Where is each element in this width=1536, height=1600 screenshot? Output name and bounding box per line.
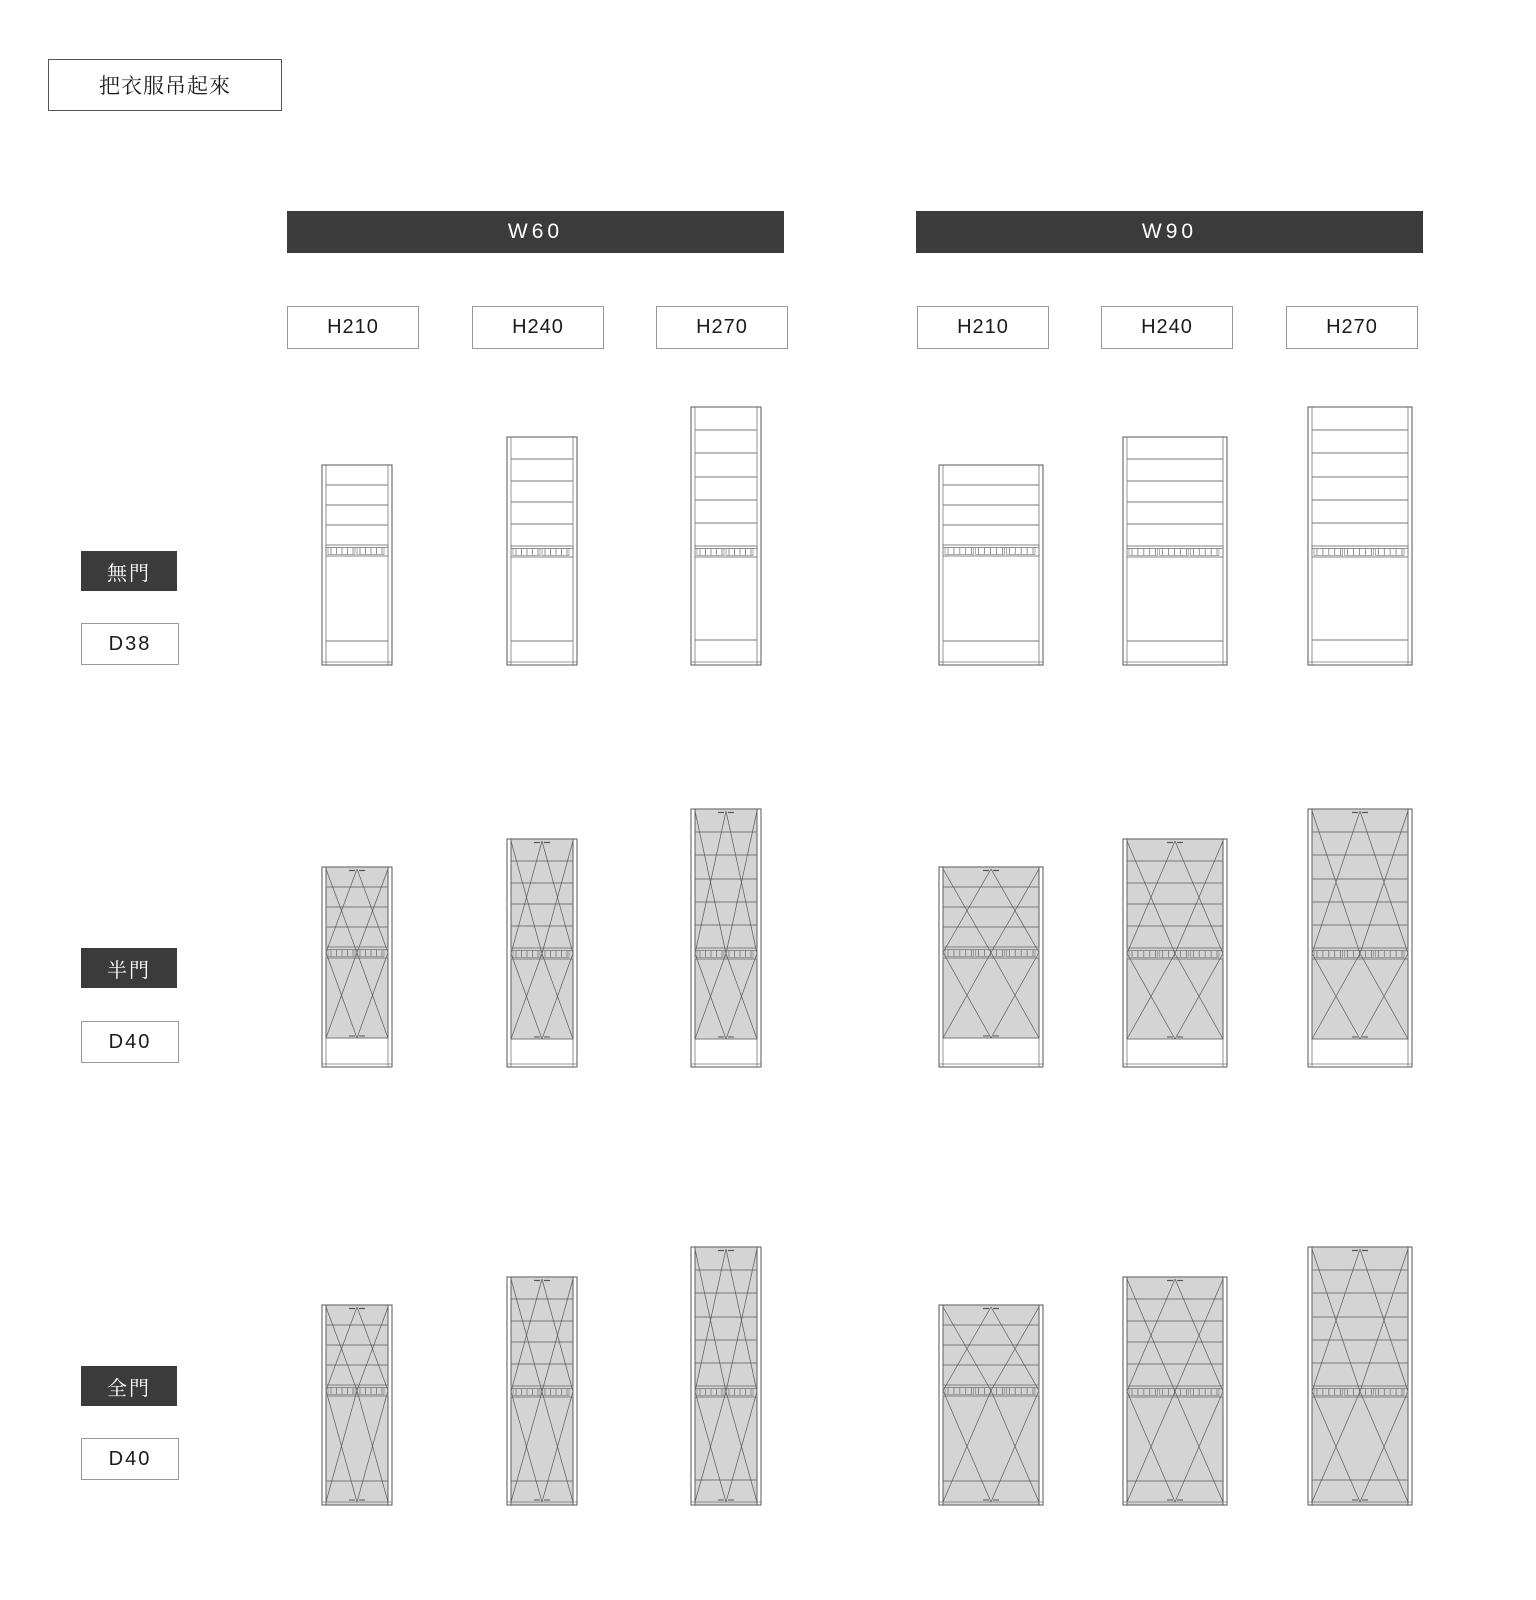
row-depth-full-door: D40: [81, 1438, 179, 1480]
row-depth-no-door: D38: [81, 623, 179, 665]
cabinet-no-door-w90-h240: [1122, 436, 1228, 666]
height-chip: H240: [472, 306, 604, 349]
cabinet-full-door-w60-h210: [321, 1304, 393, 1506]
row-depth-half-door: D40: [81, 1021, 179, 1063]
height-chip: H270: [656, 306, 788, 349]
row-label-half-door: 半門: [81, 948, 177, 988]
cabinet-full-door-w90-h270: [1307, 1246, 1413, 1506]
group-header-w60: W60: [287, 211, 784, 253]
height-chip: H270: [1286, 306, 1418, 349]
cabinet-no-door-w90-h210: [938, 464, 1044, 666]
height-chip: H210: [287, 306, 419, 349]
page-title: 把衣服吊起來: [48, 59, 282, 111]
group-header-w90: W90: [916, 211, 1423, 253]
cabinet-full-door-w60-h240: [506, 1276, 578, 1506]
cabinet-half-door-w90-h210: [938, 866, 1044, 1068]
cabinet-no-door-w90-h270: [1307, 406, 1413, 666]
row-label-no-door: 無門: [81, 551, 177, 591]
cabinet-half-door-w60-h240: [506, 838, 578, 1068]
cabinet-no-door-w60-h210: [321, 464, 393, 666]
cabinet-half-door-w60-h270: [690, 808, 762, 1068]
height-chip: H210: [917, 306, 1049, 349]
height-chip: H240: [1101, 306, 1233, 349]
cabinet-no-door-w60-h240: [506, 436, 578, 666]
cabinet-half-door-w90-h270: [1307, 808, 1413, 1068]
cabinet-full-door-w60-h270: [690, 1246, 762, 1506]
row-label-full-door: 全門: [81, 1366, 177, 1406]
cabinet-no-door-w60-h270: [690, 406, 762, 666]
cabinet-full-door-w90-h240: [1122, 1276, 1228, 1506]
cabinet-half-door-w60-h210: [321, 866, 393, 1068]
cabinet-half-door-w90-h240: [1122, 838, 1228, 1068]
cabinet-full-door-w90-h210: [938, 1304, 1044, 1506]
